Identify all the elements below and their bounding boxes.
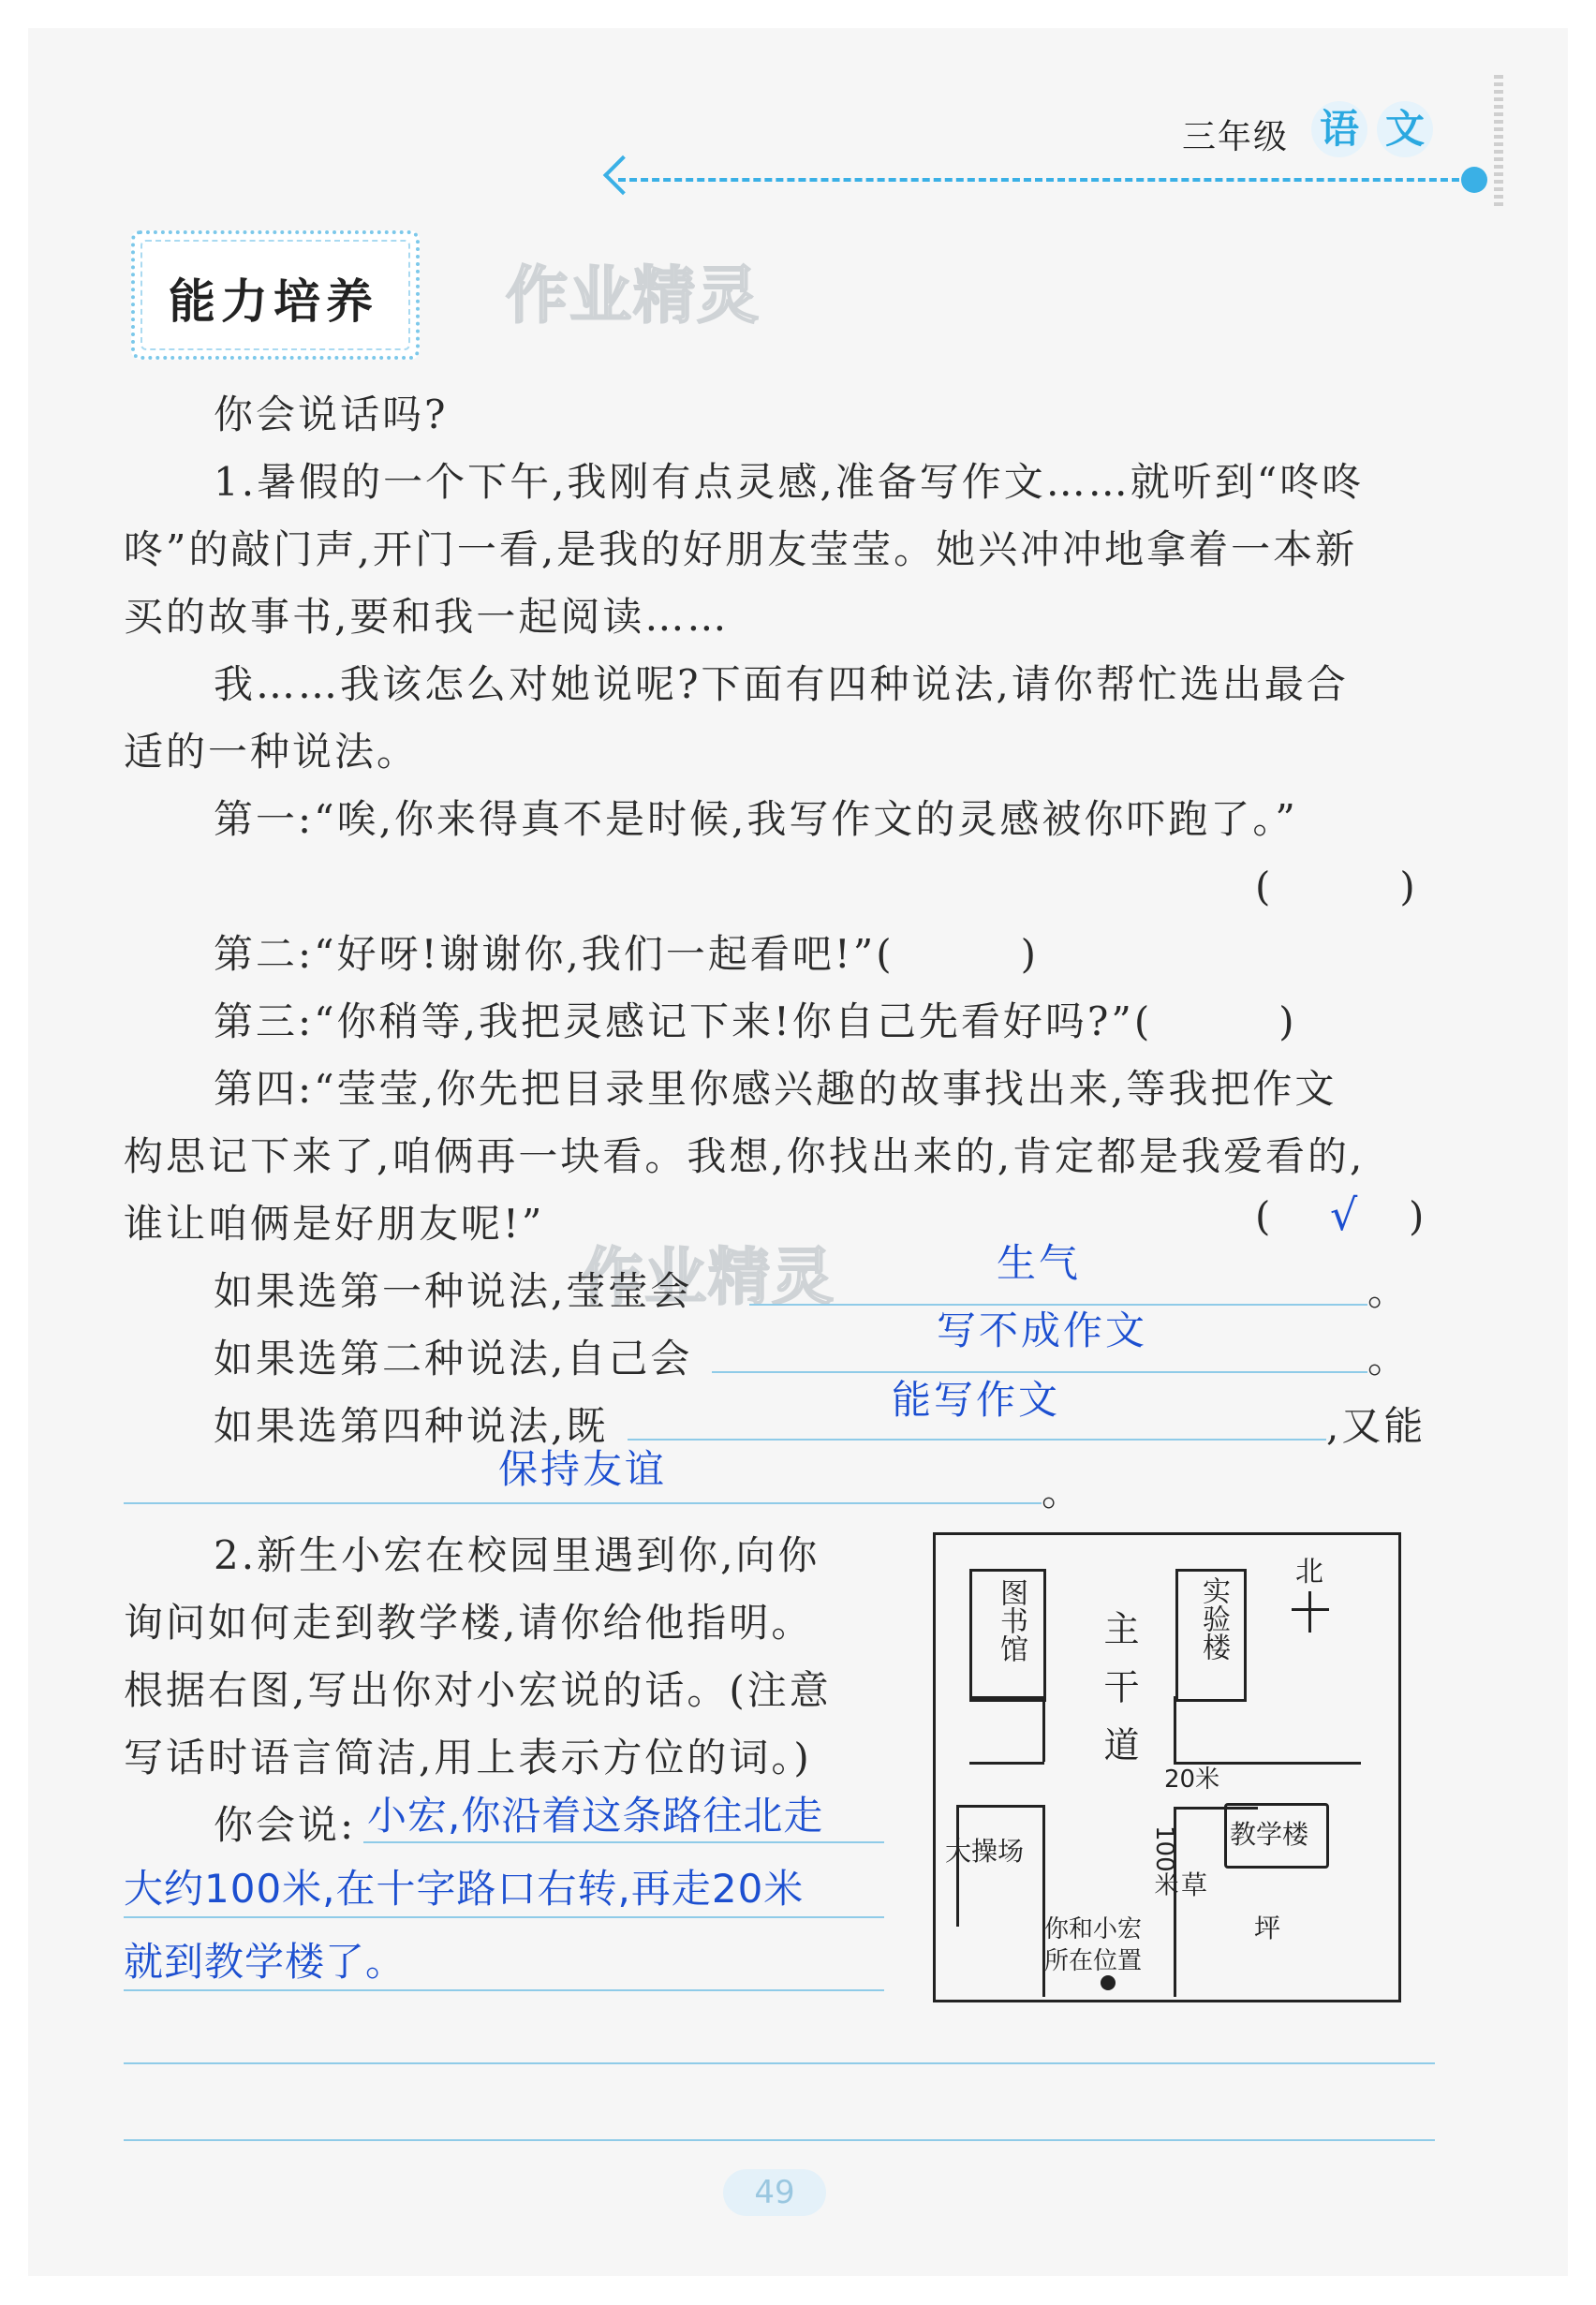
q2-line-4: 写话时语言简洁,用上表示方位的词。) [124, 1735, 812, 1780]
intro-question: 你会说话吗? [214, 392, 449, 437]
if-option-4-answer[interactable]: 能写作文 [892, 1377, 1061, 1423]
q1-line-1: 1.暑假的一个下午,我刚有点灵感,准备写作文……就听到“咚咚 [214, 459, 1365, 505]
header-subject-1: 语 [1311, 101, 1367, 157]
header-subject-2: 文 [1377, 101, 1433, 157]
option-1: 第一:“唉,你来得真不是时候,我写作文的灵感被你吓跑了。” [214, 796, 1298, 842]
q2-line-3: 根据右图,写出你对小宏说的话。(注意 [124, 1667, 832, 1713]
option-3: 第三:“你稍等,我把灵感记下来!你自己先看好吗?”( ) [214, 998, 1297, 1044]
position-dot-icon [1101, 1975, 1116, 1990]
distance-20-label: 20米 [1164, 1766, 1220, 1794]
if-option-1-answer[interactable]: 生气 [997, 1240, 1082, 1286]
period-2: 。 [1367, 1336, 1411, 1382]
extra-line-2 [124, 2139, 1435, 2141]
north-arrow-v [1308, 1591, 1311, 1633]
lab-wall [1174, 1696, 1176, 1762]
q2-line-2: 询问如何走到教学楼,请你给他指明。 [124, 1600, 814, 1646]
position-label-1: 你和小宏 [1044, 1915, 1143, 1943]
distance-100-label: 100米 [1150, 1825, 1178, 1897]
if-option-1: 如果选第一种说法,莹莹会 [214, 1268, 693, 1314]
road-left-top [969, 1762, 1044, 1765]
if-option-4: 如果选第四种说法,既 [214, 1403, 609, 1449]
lawn-label-2: 坪 [1254, 1913, 1281, 1943]
option-4-line-3: 谁让咱俩是好朋友呢!” [124, 1201, 545, 1247]
campus-map [933, 1532, 1401, 2002]
teaching-label: 教学楼 [1230, 1819, 1309, 1850]
answer-underline-4 [124, 1502, 1042, 1504]
q1-line-4: 我……我该怎么对她说呢?下面有四种说法,请你帮忙选出最合 [214, 661, 1349, 707]
playground-top [956, 1805, 1044, 1808]
library-base [969, 1696, 1044, 1699]
header-dashed-line [618, 178, 1470, 182]
library-wall [1042, 1696, 1045, 1762]
main-road-label: 主干道 [1098, 1610, 1139, 1784]
q2-underline-1 [363, 1841, 884, 1843]
q1-line-3: 买的故事书,要和我一起阅读…… [124, 594, 730, 640]
q2-answer-line-3[interactable]: 就到教学楼了。 [124, 1939, 406, 1985]
check-mark-icon[interactable]: √ [1330, 1189, 1361, 1240]
playground-label: 大操场 [945, 1836, 1025, 1867]
q2-prompt: 你会说: [214, 1802, 357, 1848]
library-label: 图书馆 [995, 1578, 1027, 1662]
option-2: 第二:“好呀!谢谢你,我们一起看吧!”( ) [214, 931, 1039, 977]
q2-underline-3 [124, 1989, 884, 1991]
dot-icon [1461, 167, 1487, 193]
extra-line-1 [124, 2062, 1435, 2064]
q2-answer-line-2[interactable]: 大约100米,在十字路口右转,再走20米 [124, 1866, 805, 1912]
q2-line-1: 2.新生小宏在校园里遇到你,向你 [214, 1532, 820, 1578]
if-option-4-tail: ,又能 [1326, 1403, 1426, 1449]
watermark: 作业精灵 [506, 259, 761, 332]
q2-answer-line-1[interactable]: 小宏,你沿着这条路往北走 [367, 1793, 824, 1839]
north-arrow-h [1292, 1608, 1329, 1611]
watermark-2: 作业精灵 [581, 1241, 835, 1313]
option-4-line-2: 构思记下来了,咱俩再一块看。我想,你找出来的,肯定都是我爱看的, [124, 1133, 1366, 1179]
north-label: 北 [1295, 1556, 1323, 1588]
period-3: 。 [1042, 1469, 1085, 1515]
answer-underline-3 [628, 1439, 1326, 1441]
position-label-2: 所在位置 [1044, 1947, 1143, 1975]
option-4-line-1: 第四:“莹莹,你先把目录里你感兴趣的故事找出来,等我把作文 [214, 1066, 1337, 1112]
header-stripe [1494, 75, 1503, 206]
q1-line-5: 适的一种说法。 [124, 729, 420, 775]
if-option-2-answer[interactable]: 写不成作文 [937, 1308, 1148, 1353]
q1-line-2: 咚”的敲门声,开门一看,是我的好朋友莹莹。她兴冲冲地拿着一本新 [124, 526, 1358, 572]
page-number: 49 [723, 2169, 826, 2216]
option-4-paren-left: ( [1255, 1193, 1274, 1239]
section-title: 能力培养 [169, 274, 378, 329]
lawn-label-1: 草 [1181, 1869, 1208, 1900]
lab-label: 实验楼 [1197, 1576, 1230, 1661]
header-grade: 三年级 [1182, 118, 1290, 156]
option-1-answer-paren[interactable]: ( ) [1255, 864, 1418, 909]
if-option-2: 如果选第二种说法,自己会 [214, 1336, 693, 1382]
option-4-paren-right: ) [1409, 1193, 1427, 1239]
if-option-4-answer-2[interactable]: 保持友谊 [498, 1446, 668, 1492]
period-1: 。 [1367, 1268, 1411, 1314]
q2-underline-2 [124, 1916, 884, 1918]
